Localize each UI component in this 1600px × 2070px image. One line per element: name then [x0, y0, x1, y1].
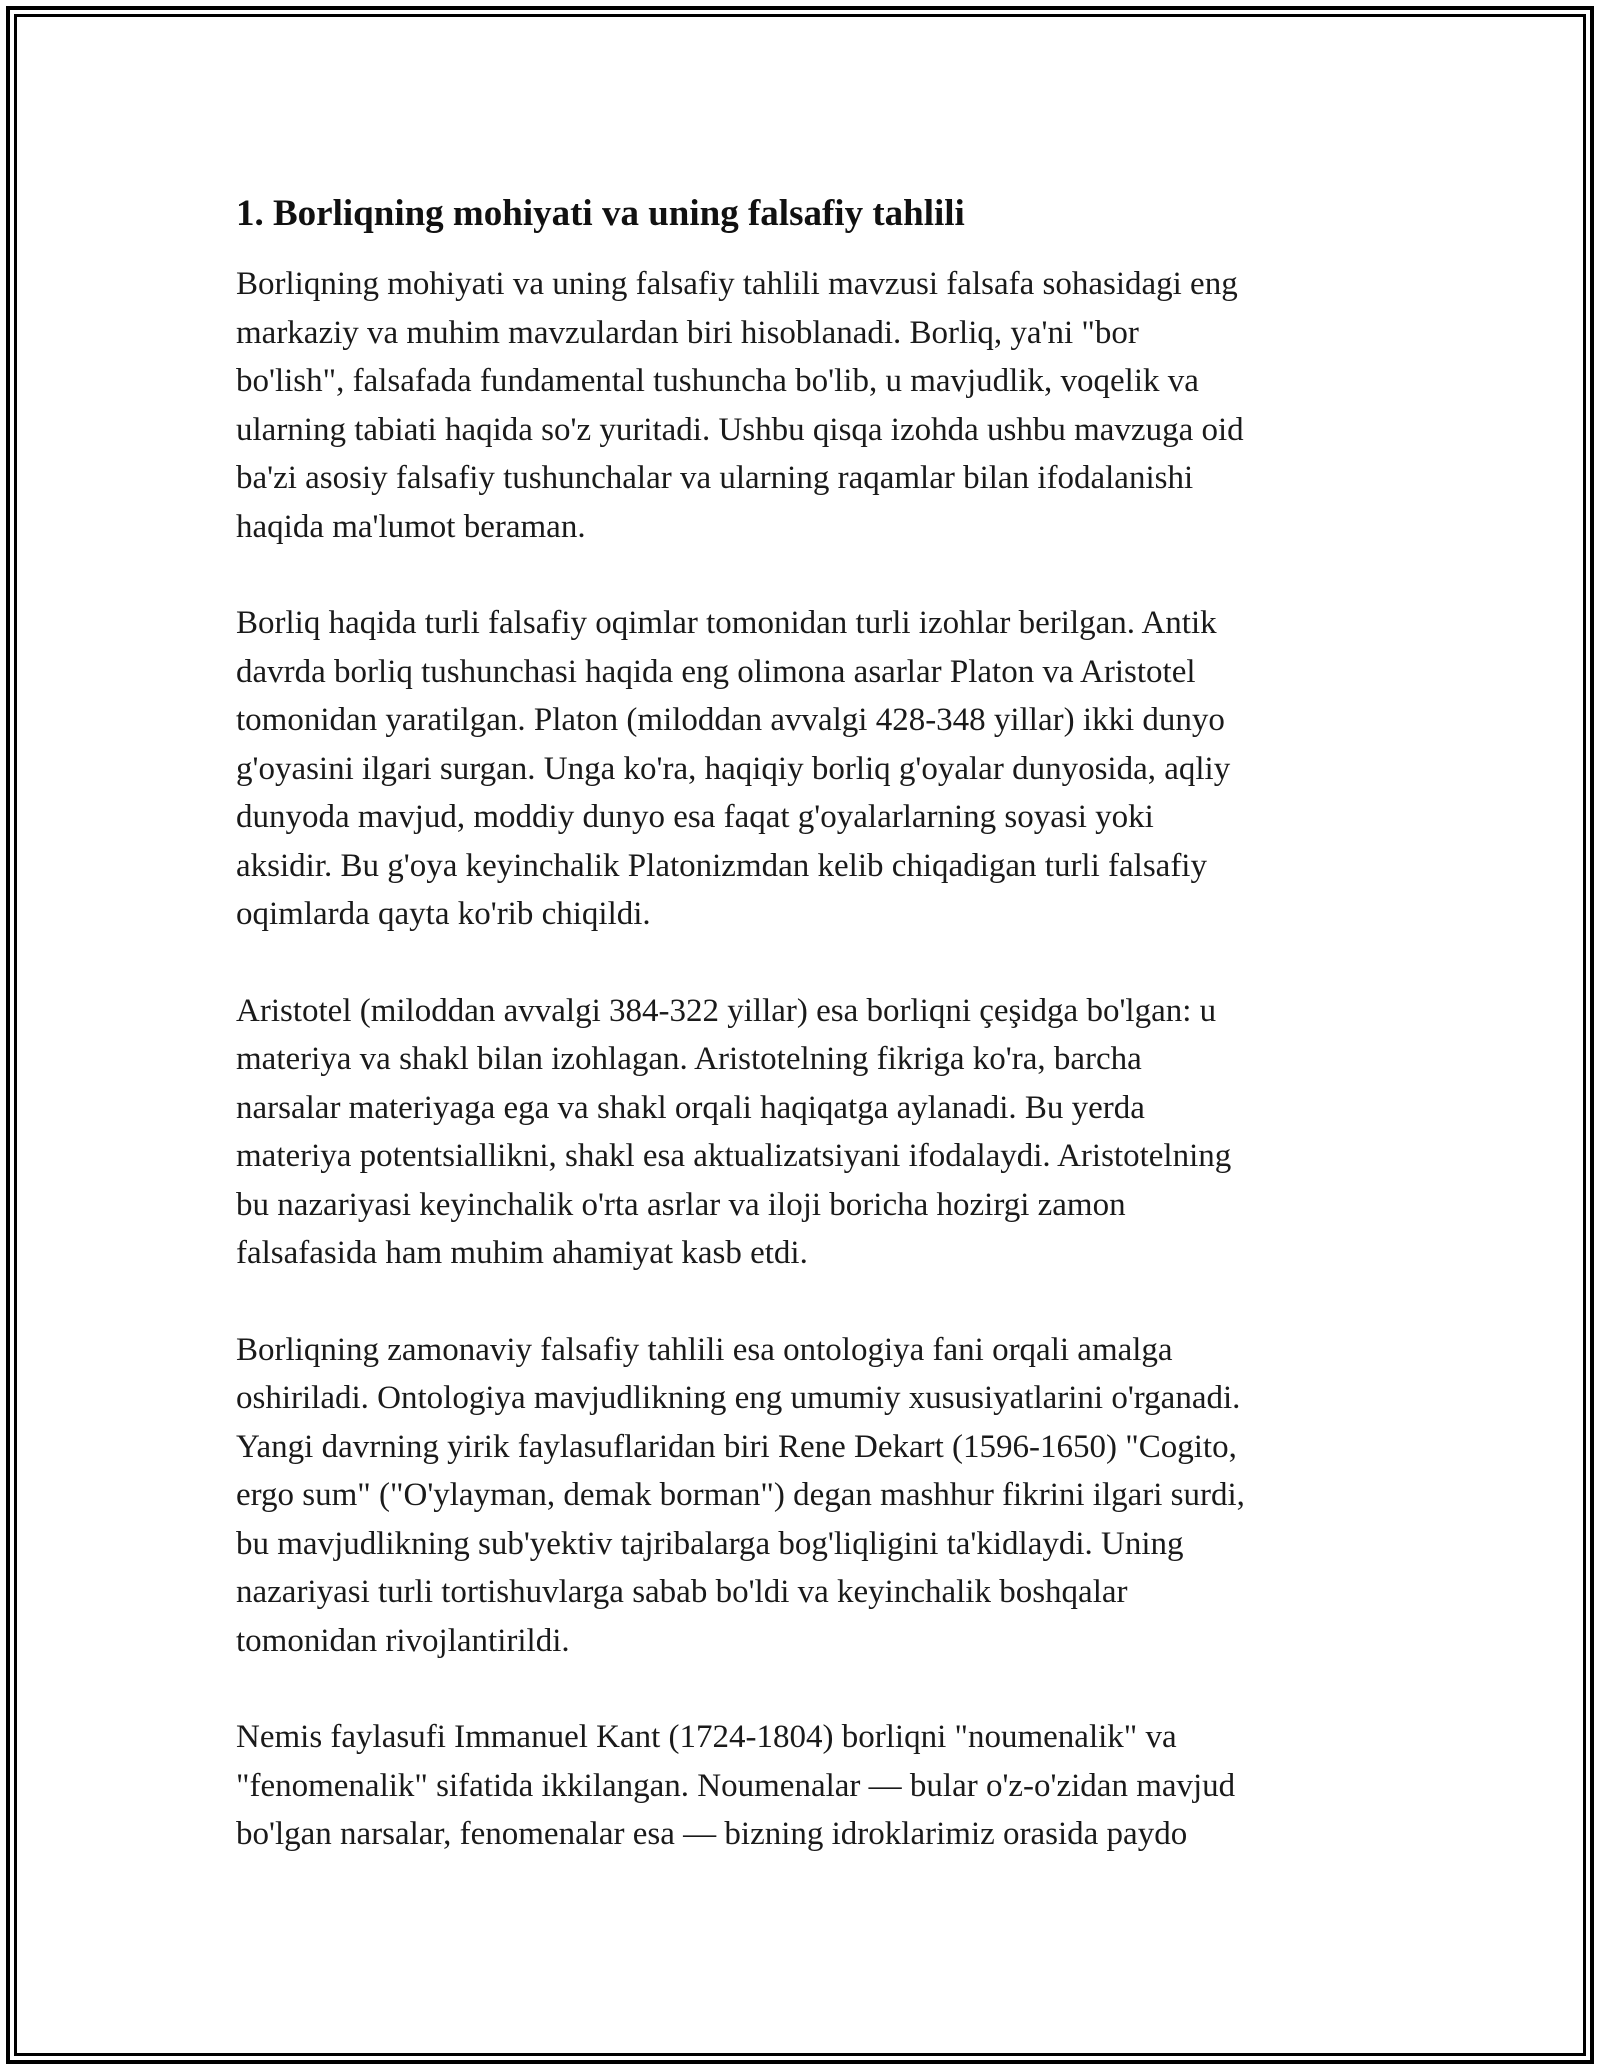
text-line: tomonidan yaratilgan. Platon (miloddan avvalgi 428-348 yillar) ikki dunyo: [236, 702, 1225, 738]
paragraph-3: [236, 987, 1366, 1278]
paragraph-4: [236, 1326, 1366, 1666]
paragraph-2: [236, 599, 1366, 939]
text-line: nazariyasi turli tortishuvlarga sabab bo'ldi va keyinchalik boshqalar: [236, 1574, 1128, 1610]
text-line: materiya va shakl bilan izohlagan. Aristotelning fikriga ko'ra, barcha: [236, 1041, 1142, 1077]
text-line: oqimlarda qayta ko'rib chiqildi.: [236, 896, 651, 932]
text-line: narsalar materiyaga ega va shakl orqali haqiqatga aylanadi. Bu yerda: [236, 1089, 1145, 1126]
text-line: "fenomenalik" sifatida ikkilangan. Noumenalar — bular o'z-o'zidan mavjud: [236, 1767, 1236, 1804]
text-line: materiya potentsiallikni, shakl esa aktualizatsiyani ifodalaydi. Aristotelning: [236, 1138, 1232, 1174]
text-line: bo'lgan narsalar, fenomenalar esa — bizning idroklarimiz orasida paydo: [236, 1816, 1188, 1852]
text-line: ergo sum" ("O'ylayman, demak borman") degan mashhur fikrini ilgari surdi,: [236, 1477, 1245, 1513]
text-line: Borliq haqida turli falsafiy oqimlar tomonidan turli izohlar berilgan. Antik: [236, 605, 1217, 641]
text-line: dunyoda mavjud, moddiy dunyo esa faqat g'oyalarlarning soyasi yoki: [236, 799, 1154, 835]
section-heading: 1. Borliqning mohiyati va uning falsafiy tahlili: [236, 193, 965, 234]
text-line: aksidir. Bu g'oya keyinchalik Platonizmdan kelib chiqadigan turli falsafiy: [236, 847, 1207, 884]
text-line: davrda borliq tushunchasi haqida eng olimona asarlar Platon va Aristotel: [236, 653, 1196, 690]
text-line: tomonidan rivojlantirildi.: [236, 1622, 570, 1659]
text-line: ularning tabiati haqida so'z yuritadi. Ushbu qisqa izohda ushbu mavzuga oid: [236, 411, 1244, 448]
text-line: bo'lish", falsafada fundamental tushuncha bo'lib, u mavjudlik, voqelik va: [236, 363, 1199, 399]
text-line: bu mavjudlikning sub'yektiv tajribalarga bog'liqligini ta'kidlaydi. Uning: [236, 1525, 1184, 1562]
text-line: ba'zi asosiy falsafiy tushunchalar va ularning raqamlar bilan ifodalanishi: [236, 460, 1194, 496]
text-line: falsafasida ham muhim ahamiyat kasb etdi.: [236, 1235, 808, 1271]
text-line: Borliqning zamonaviy falsafiy tahlili esa ontologiya fani orqali amalga: [236, 1331, 1173, 1368]
text-line: bu nazariyasi keyinchalik o'rta asrlar va iloji boricha hozirgi zamon: [236, 1186, 1126, 1223]
text-line: Yangi davrning yirik faylasuflaridan biri Rene Dekart (1596-1650) "Cogito,: [236, 1428, 1237, 1465]
document-body: [236, 190, 1366, 1859]
text-line: markaziy va muhim mavzulardan biri hisoblanadi. Borliq, ya'ni "bor: [236, 314, 1139, 351]
text-line: Nemis faylasufi Immanuel Kant (1724-1804) borliqni "noumenalik" va: [236, 1719, 1177, 1755]
text-line: haqida ma'lumot beraman.: [236, 508, 586, 545]
text-line: Borliqning mohiyati va uning falsafiy tahlili mavzusi falsafa sohasidagi eng: [236, 266, 1238, 302]
paragraph-1: [236, 260, 1366, 551]
text-line: oshiriladi. Ontologiya mavjudlikning eng umumiy xususiyatlarini o'rganadi.: [236, 1380, 1241, 1416]
text-line: Aristotel (miloddan avvalgi 384-322 yillar) esa borliqni çeşidga bo'lgan: u: [236, 992, 1217, 1029]
text-line: g'oyasini ilgari surgan. Unga ko'ra, haqiqiy borliq g'oyalar dunyosida, aqliy: [236, 750, 1231, 787]
paragraph-5: [236, 1713, 1366, 1859]
